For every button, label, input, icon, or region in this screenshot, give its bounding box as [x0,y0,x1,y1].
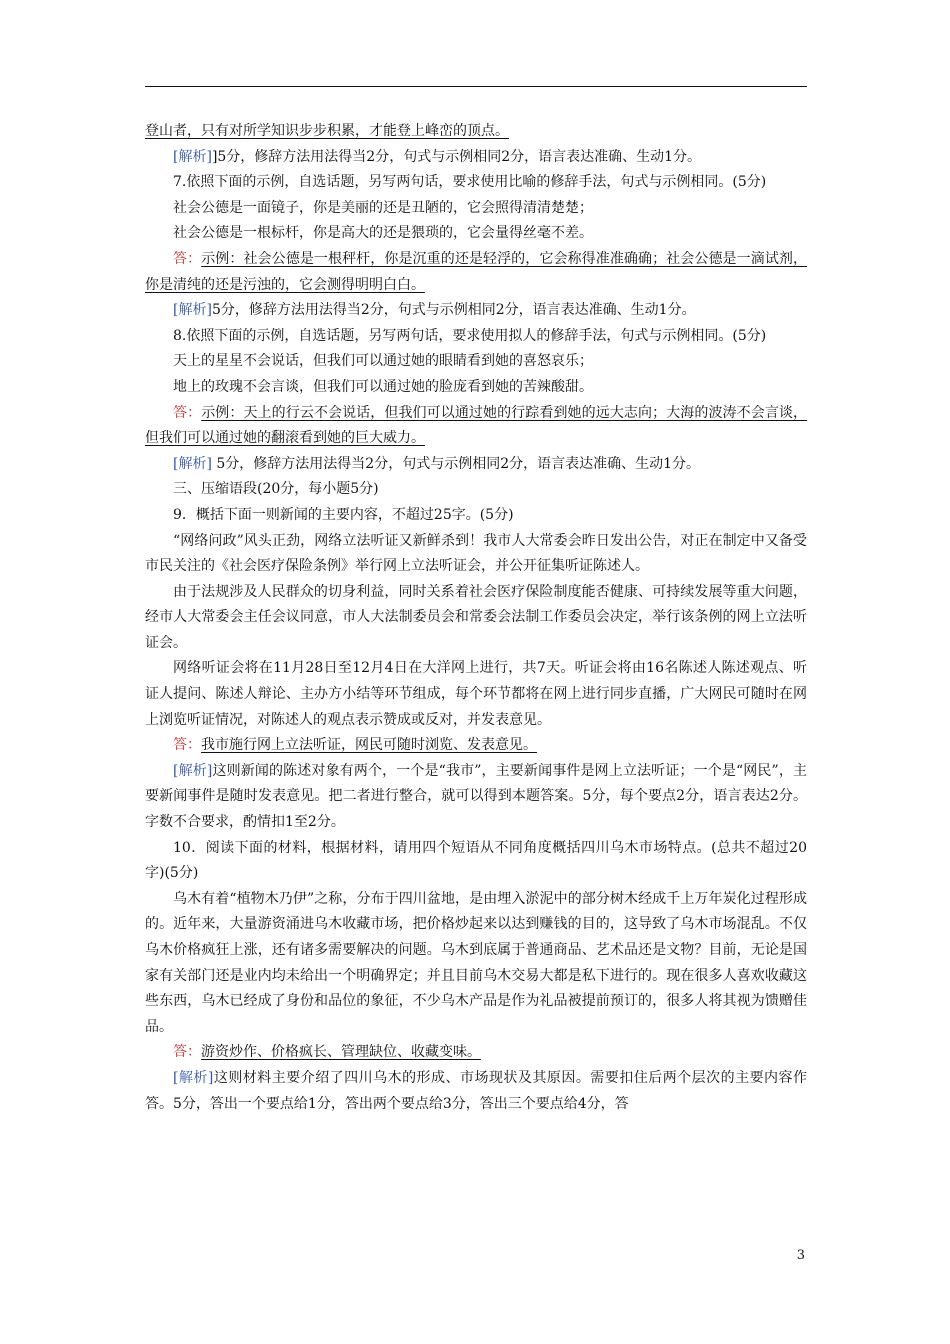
question-7: 7.依照下面的示例，自选话题，另写两句话，要求使用比喻的修辞手法，句式与示例相同。(5分) [173,174,767,191]
example-8-1: 天上的星星不会说话，但我们可以通过她的眼睛看到她的喜怒哀乐； [173,353,593,370]
analysis-text: 这则材料主要介绍了四川乌木的形成、市场现状及其原因。需要扣住后两个层次的主要内容作答。5分，答出一个要点给1分，答出两个要点给3分，答出三个要点给4分，答 [145,1069,807,1112]
answer-10 [145,1040,807,1066]
question-8: 8.依照下面的示例，自选话题，另写两句话，要求使用拟人的修辞手法，句式与示例相同。(5分) [173,327,767,344]
news-paragraph-3: 网络听证会将在11月28日至12月4日在大洋网上进行，共7天。听证会将由16名陈述人陈述观点、听证人提问、陈述人辩论、主办方小结等环节组成，每个环节都将在网上进行同步直播，广大网民可随时在网上浏览听证情况，对陈述人的观点表示赞成或反对，并发表意见。 [145,660,807,728]
analysis-10 [145,1066,807,1117]
example-7-2: 社会公德是一根标杆，你是高大的还是猥琐的，它会量得丝毫不差。 [173,225,593,242]
answer-tag: 答： [173,250,202,267]
answer-8 [145,401,807,452]
analysis-tag: [解析] [173,455,212,472]
section-3-heading: 三、压缩语段(20分，每小题5分) [173,481,379,498]
example-7-1: 社会公德是一面镜子，你是美丽的还是丑陋的，它会照得清清楚楚； [173,199,593,216]
answer-tag: 答： [173,1044,201,1061]
answer-text: 我市施行网上立法听证，网民可随时浏览、发表意见。 [201,737,537,754]
analysis-text: 5分，修辞方法用法得当2分，句式与示例相同2分，语言表达准确、生动1分。 [211,302,696,319]
header-rule [145,86,807,87]
answer-9 [145,733,807,759]
question-10: 10．阅读下面的材料，根据材料，请用四个短语从不同角度概括四川乌木市场特点。(总共不超过20字)(5分) [145,839,807,882]
analysis-text: 5分，修辞方法用法得当2分，句式与示例相同2分，语言表达准确、生动1分。 [211,455,701,472]
material-paragraph: 乌木有着“植物木乃伊”之称，分布于四川盆地，是由埋入淤泥中的部分树木经成千上万年炭化过程形成的。近年来，大量游资涌进乌木收藏市场，把价格炒起来以达到赚钱的目的，这导致了乌木市场混乱。不仅乌木价格疯狂上涨，还有诸多需要解决的问题。乌木到底属于普通商品、艺术品还是文物？目前，无论是国家有关部门还是业内均未给出一个明确界定；并且目前乌木交易大都是私下进行的。现在很多人喜欢收藏这些东西，乌木已经成了身份和品位的象征，不少乌木产品是作为礼品被提前预订的，很多人将其视为馈赠佳品。 [145,890,807,1035]
analysis-tag: [解析] [173,148,212,165]
analysis-9 [145,759,807,836]
analysis-tag: [解析] [173,302,212,319]
analysis-7 [145,298,807,324]
page-number: 3 [796,1248,805,1263]
analysis-text: 这则新闻的陈述对象有两个，一个是“我市”，主要新闻事件是网上立法听证；一个是“网民”，主要新闻事件是随时发表意见。把二者进行整合，就可以得到本题答案。5分，每个要点2分，语言表达2分。字数不合要求，酌情扣1至2分。 [145,762,807,831]
analysis-text: ]5分，修辞方法用法得当2分，句式与示例相同2分，语言表达准确、生动1分。 [211,148,702,165]
example-8-2: 地上的玫瑰不会言谈，但我们可以通过她的脸庞看到她的苦辣酸甜。 [173,378,593,395]
question-9: 9．概括下面一则新闻的主要内容，不超过25字。(5分) [173,506,514,523]
answer-text: 示例：社会公德是一根秤杆，你是沉重的还是轻浮的，它会称得准准确确；社会公德是一滴试剂，你是清纯的还是污浊的，它会测得明明白白。 [145,250,808,293]
analysis-6 [145,145,807,171]
answer-tag: 答： [173,737,201,754]
answer-text: 登山者，只有对所学知识步步积累，才能登上峰峦的顶点。 [145,123,509,139]
answer-text: 游资炒作、价格疯长、管理缺位、收藏变味。 [201,1044,481,1061]
answer-text: 示例：天上的行云不会说话，但我们可以通过她的行踪看到她的远大志向；大海的波涛不会言谈，但我们可以通过她的翻滚看到她的巨大威力。 [145,404,808,447]
analysis-tag: [解析] [173,762,213,779]
news-paragraph-1: “网络问政”风头正劲，网络立法听证又新鲜杀到！我市人大常委会昨日发出公告，对正在制定中又备受市民关注的《社会医疗保险条例》举行网上立法听证会，并公开征集听证陈述人。 [145,532,807,575]
page-body [145,119,807,1117]
answer-tag: 答： [173,404,202,421]
answer-tail [145,119,807,145]
analysis-8 [145,452,807,478]
analysis-tag: [解析] [173,1069,214,1086]
answer-7 [145,247,807,298]
news-paragraph-2: 由于法规涉及人民群众的切身利益，同时关系着社会医疗保险制度能否健康、可持续发展等重大问题，经市人大常委会主任会议同意，市人大法制委员会和常委会法制工作委员会决定，举行该条例的网上立法听证会。 [145,583,807,651]
